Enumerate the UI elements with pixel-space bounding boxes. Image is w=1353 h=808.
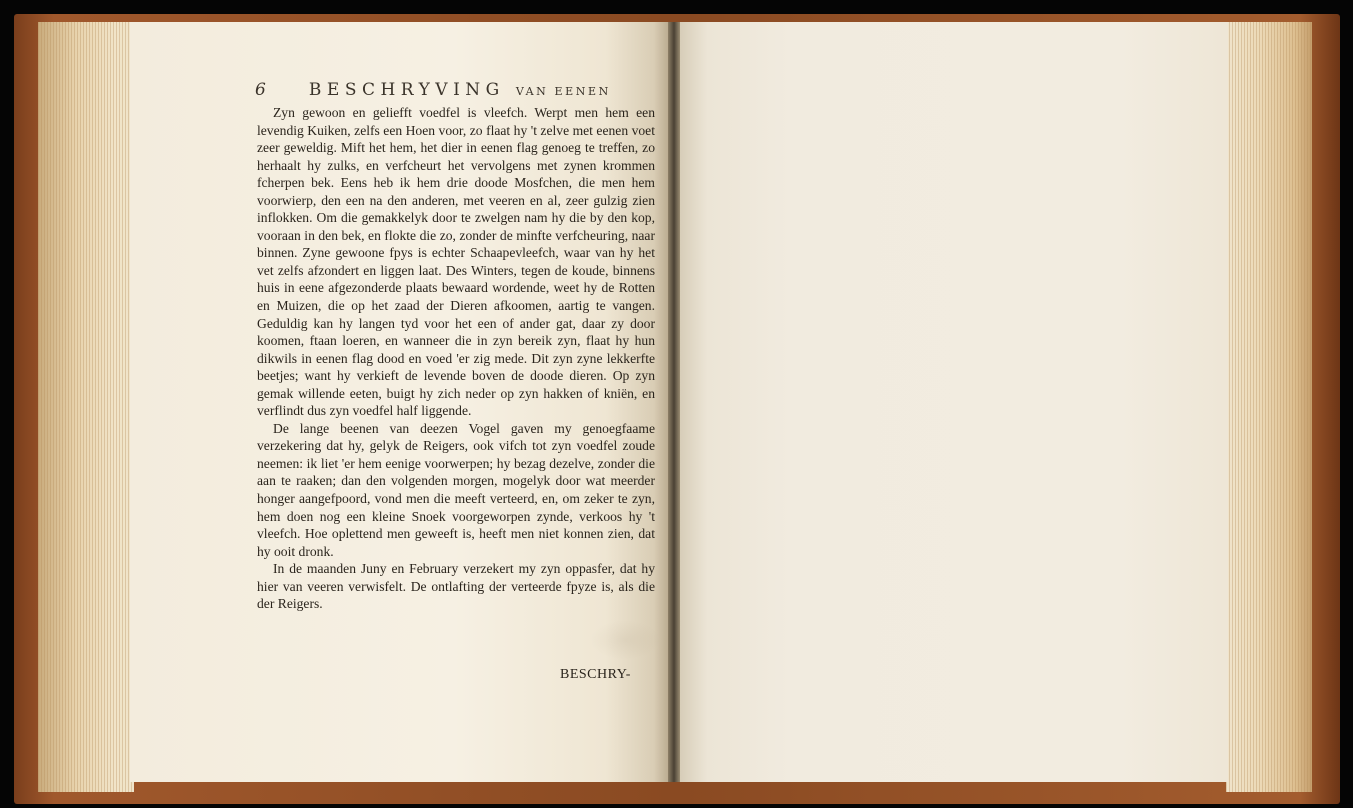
- paragraph-3: In de maanden Juny en February verzekert my zyn oppasfer, dat hy hier van veeren verwisfelt. De ontlafting der verteerde fpyze is, als die der Reigers.: [257, 561, 655, 612]
- body-text: [257, 104, 655, 613]
- right-page-blank: [680, 22, 1228, 782]
- running-head: [255, 80, 675, 104]
- left-page-edges: [38, 22, 134, 792]
- running-head-title: BESCHRYVING: [308, 80, 505, 100]
- right-page-edges: [1226, 22, 1312, 792]
- book-gutter: [668, 22, 680, 782]
- bleed-through-stain: [590, 620, 660, 660]
- paragraph-2: De lange beenen van deezen Vogel gaven my genoegfaame verzekering dat hy, gelyk de Reigers, ook vifch tot zyn voedfel zoude neemen: ik liet 'er hem eenige voorwerpen; hy bezag dezelve, zonder die aan te raaken; dan den volgenden morgen, mogelyk door wat meerder honger aangefpoord, vond men die meeft verteerd, en, om zeker te zyn, hem doen nog een kleine Snoek voorgeworpen zynde, verkoos hy 't vleefch. Hoe oplettend men geweeft is, heeft men niet konnen zien, dat hy ooit dronk.: [257, 420, 655, 559]
- paragraph-1: Zyn gewoon en geliefft voedfel is vleefch. Werpt men hem een levendig Kuiken, zelfs een Hoen voor, zo flaat hy 't zelve met eenen voet zeer geweldig. Mift het hem, het dier in eenen flag genoeg te treffen, zo herhaalt hy zulks, en verfcheurt het vervolgens met zynen krommen fcherpen bek. Eens heb ik hem drie doode Mosfchen, die men hem voorwierp, den een na den anderen, met veeren en al, zeer gulzig zien inflokken. Om die gemakkelyk door te zwelgen nam hy die by den kop, vooraan in den bek, en flokte die zo, zonder de minfte verfcheuring, naar binnen. Zyne gewoone fpys is echter Schaapevleefch, waar van hy het vet zelfs afzondert en liggen laat. Des Winters, tegen de koude, binnens huis in eene afgezonderde plaats bewaard wordende, weet hy de Rotten en Muizen, die op het zaad der Dieren afkoomen, aartig te vangen. Geduldig kan hy langen tyd voor het een of ander gat, daar zy door koomen, ftaan loeren, en wanneer die in zyn bereik zyn, flaat hy hun dikwils in eenen flag dood en voed 'er zig mede. Dit zyn zyne lekkerfte beetjes; want hy verkieft de levende boven de doode dieren. Op zyn gemak willende eeten, buigt hy zich neder op zyn hakken of kniën, en verflindt dus zyn voedfel half liggende.: [257, 105, 655, 419]
- catchword: BESCHRY-: [560, 667, 631, 682]
- running-head-small: VAN EENEN: [515, 85, 611, 98]
- page-number: 6: [255, 80, 266, 100]
